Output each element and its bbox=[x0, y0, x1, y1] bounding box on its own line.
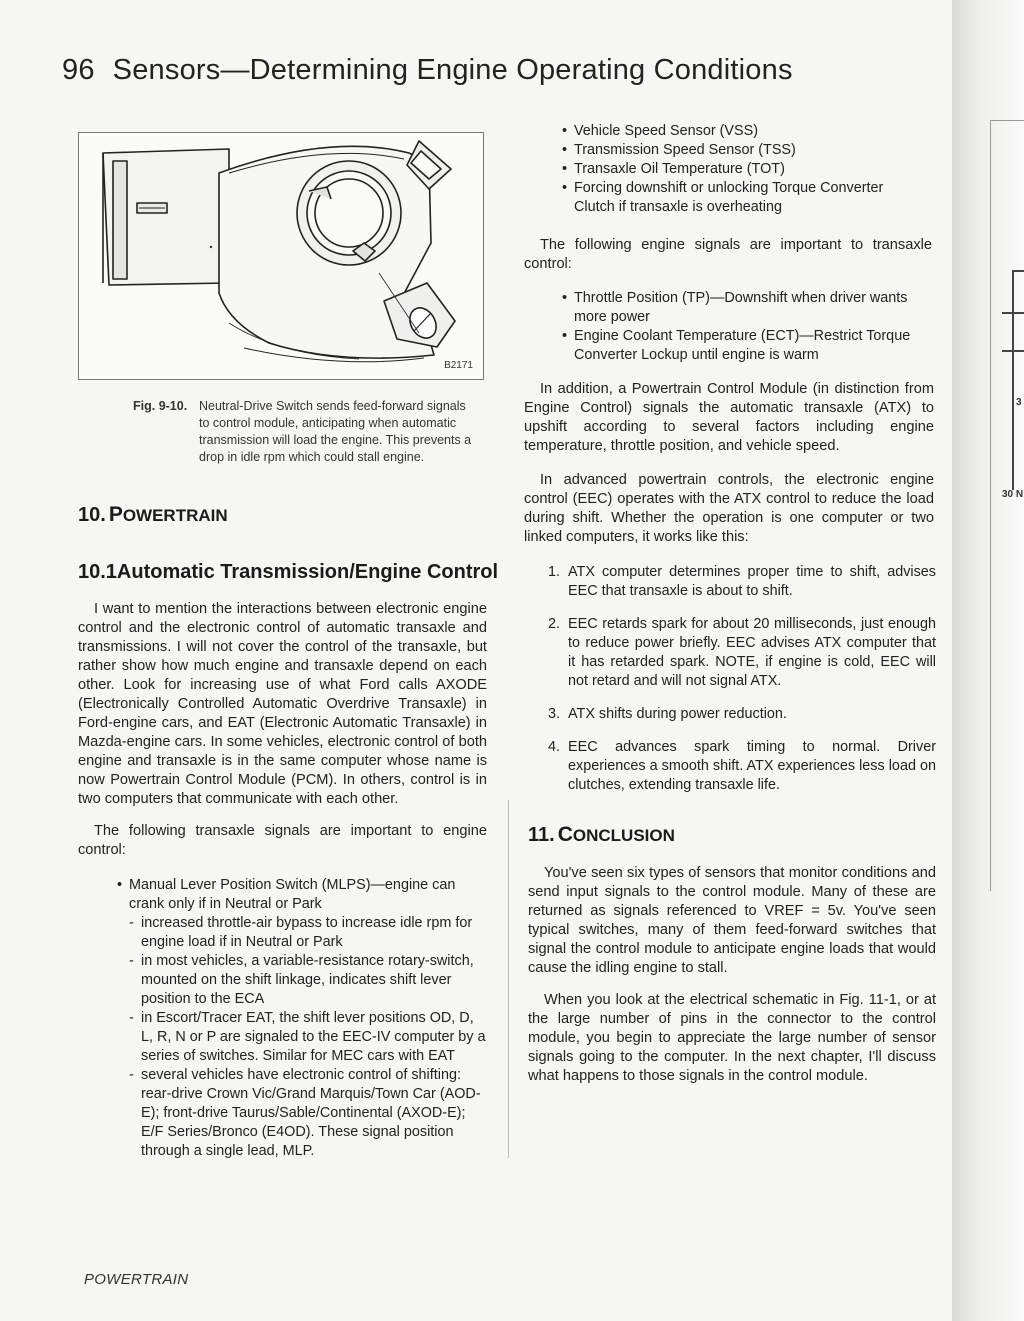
transaxle-signals-intro-text: The following transaxle signals are important to engine control: bbox=[78, 823, 487, 858]
step-text: ATX computer determines proper time to shift, advises EEC that transaxle is about to shift. bbox=[568, 564, 936, 599]
transaxle-signals-intro bbox=[78, 822, 487, 860]
list-item-text: Throttle Position (TP)—Downshift when driver wants more power bbox=[574, 290, 908, 325]
figure-neutral-drive-switch bbox=[78, 132, 484, 380]
section-heading-conclusion bbox=[528, 823, 675, 847]
page-title: Sensors—Determining Engine Operating Conditions bbox=[112, 54, 793, 86]
transaxle-signals-list-continued bbox=[562, 122, 922, 217]
figure-label: Fig. 9-10. bbox=[133, 399, 188, 413]
engine-signals-list bbox=[562, 289, 932, 365]
next-page-wire bbox=[1002, 312, 1024, 314]
list-item bbox=[562, 327, 932, 365]
next-page-wire bbox=[1002, 350, 1024, 352]
step-number: 3. bbox=[548, 706, 561, 722]
conclusion-paragraph-2-text: When you look at the electrical schematic in Fig. 11-1, or at the large number of pins in the connector to the control module, you begin to appreciate the large number of sensor signals going to the computer. In the next chapter, I'll discuss what happens to those signals in the control module. bbox=[528, 992, 936, 1084]
sub-list-item bbox=[129, 952, 487, 1009]
caption-line: transmission will load the engine. This prevents a bbox=[199, 433, 472, 447]
figure-speck bbox=[210, 246, 212, 248]
list-item-text: Vehicle Speed Sensor (VSS) bbox=[574, 123, 758, 139]
step-number: 4. bbox=[548, 739, 561, 755]
sub-list-item bbox=[129, 1066, 487, 1161]
section-number: 11. bbox=[528, 824, 555, 846]
conclusion-paragraph-2 bbox=[528, 991, 936, 1086]
page-footer: POWERTRAIN bbox=[84, 1271, 189, 1288]
step-item bbox=[526, 563, 936, 601]
list-item-text: Manual Lever Position Switch (MLPS)—engine can crank only if in Neutral or Park bbox=[129, 877, 456, 912]
figure-caption bbox=[133, 398, 483, 466]
pcm-paragraph bbox=[524, 380, 934, 456]
neutral-drive-switch-illustration bbox=[79, 133, 483, 379]
page-header bbox=[62, 54, 793, 87]
list-item-text: Forcing downshift or unlocking Torque Converter Clutch if transaxle is overheating bbox=[574, 180, 884, 215]
pcm-paragraph-text: In addition, a Powertrain Control Module (in distinction from Engine Control) signals the automatic transaxle (ATX) to upshift according to several factors including engine temperature, throttle position, and vehicle speed. bbox=[524, 381, 934, 454]
step-text: ATX shifts during power reduction. bbox=[568, 706, 787, 722]
intro-paragraph-text: I want to mention the interactions between electronic engine control and the electronic control of automatic transaxle and transmissions. I will not cover the control of the transaxle, but rather show how much engine and transaxle depend on each other. Look for increasing use of what Ford calls AXODE (Electronically Controlled Automatic Overdrive Transaxle) in Ford-engine cars, and EAT (Electronic Automatic Transaxle) in Mazda-engine cars. In some vehicles, electronic control of both engine and transaxle is in the same computer whose name is now Powertrain Control Module (PCM). In others, control is in two computers that communicate with each other. bbox=[78, 601, 487, 807]
sub-list bbox=[129, 914, 487, 1161]
step-item bbox=[526, 705, 936, 724]
list-item bbox=[562, 289, 932, 327]
section-heading-powertrain bbox=[78, 503, 228, 527]
engine-signals-intro-text: The following engine signals are important to transaxle control: bbox=[524, 237, 932, 272]
next-page-label: 30 N bbox=[1002, 489, 1024, 500]
section-title-initial: P bbox=[108, 503, 123, 526]
list-item bbox=[562, 179, 922, 217]
conclusion-paragraph-1 bbox=[528, 864, 936, 978]
page-number: 96 bbox=[62, 54, 95, 86]
step-number: 1. bbox=[548, 564, 561, 580]
list-item bbox=[562, 122, 922, 141]
list-item bbox=[562, 160, 922, 179]
list-item-text: Transmission Speed Sensor (TSS) bbox=[574, 142, 796, 158]
list-item-text: Transaxle Oil Temperature (TOT) bbox=[574, 161, 785, 177]
transaxle-signals-list bbox=[117, 876, 487, 1161]
caption-line: to control module, anticipating when automatic bbox=[199, 416, 457, 430]
sub-list-item bbox=[129, 1009, 487, 1066]
sub-list-item-text: in Escort/Tracer EAT, the shift lever positions OD, D, L, R, N or P are signaled to the EEC-IV computer by a series of switches. Similar for MEC cars with EAT bbox=[141, 1010, 486, 1064]
list-item bbox=[562, 141, 922, 160]
section-title-rest: ONCLUSION bbox=[572, 826, 675, 845]
next-page-wire bbox=[1012, 270, 1014, 490]
section-title-initial: C bbox=[557, 823, 573, 846]
sub-list-item-text: several vehicles have electronic control of shifting: rear-drive Crown Vic/Grand Marquis/Town Car (AOD-E); front-drive Taurus/Sable/Continental (AXOD-E); E/F Series/Bronco (E4OD). These signal position through a single lead, MLP. bbox=[141, 1067, 481, 1159]
column-divider bbox=[508, 800, 509, 1158]
step-item bbox=[526, 738, 936, 795]
section-number: 10. bbox=[78, 504, 106, 526]
intro-paragraph bbox=[78, 600, 487, 809]
step-item bbox=[526, 615, 936, 691]
eec-paragraph-text: In advanced powertrain controls, the electronic engine control (EEC) operates with the ATX control to reduce the load during shift. Whether the operation is one computer or two linked computers, it works like this: bbox=[524, 472, 934, 545]
caption-line: drop in idle rpm which could stall engine. bbox=[199, 450, 425, 464]
section-title-rest: OWERTRAIN bbox=[122, 506, 228, 525]
subsection-heading: 10.1Automatic Transmission/Engine Control bbox=[78, 561, 499, 583]
step-text: EEC retards spark for about 20 milliseconds, just enough to reduce power briefly. EEC advises ATX computer that it has retarded spark. NOTE, if engine is cold, EEC will not retard and will not signal ATX. bbox=[568, 616, 936, 689]
step-number: 2. bbox=[548, 616, 561, 632]
shift-steps-list bbox=[526, 563, 936, 809]
engine-signals-intro bbox=[524, 236, 932, 274]
next-page-schematic-edge bbox=[990, 120, 1024, 891]
step-text: EEC advances spark timing to normal. Driver experiences a smooth shift. ATX experiences less load on clutches, extending transaxle life. bbox=[568, 739, 936, 793]
sub-list-item-text: increased throttle-air bypass to increase idle rpm for engine load if in Neutral or Park bbox=[141, 915, 473, 950]
eec-paragraph bbox=[524, 471, 934, 547]
sub-list-item bbox=[129, 914, 487, 952]
figure-id: B2171 bbox=[444, 360, 473, 371]
sub-list-item-text: in most vehicles, a variable-resistance rotary-switch, mounted on the shift linkage, indicates shift lever position to the ECA bbox=[141, 953, 474, 1007]
caption-line: Neutral-Drive Switch sends feed-forward signals bbox=[199, 399, 466, 413]
list-item-text: Engine Coolant Temperature (ECT)—Restrict Torque Converter Lockup until engine is warm bbox=[574, 328, 911, 363]
list-item bbox=[117, 876, 487, 1161]
next-page-label: 3 bbox=[1016, 397, 1022, 408]
conclusion-paragraph-1-text: You've seen six types of sensors that monitor conditions and send input signals to the control module. Many of these are returned as signals referenced to VREF = 5v. You've seen typical switches, many of them feed-forward switches that signal the control module to anticipate engine loads that would cause the idling engine to stall. bbox=[528, 865, 936, 976]
